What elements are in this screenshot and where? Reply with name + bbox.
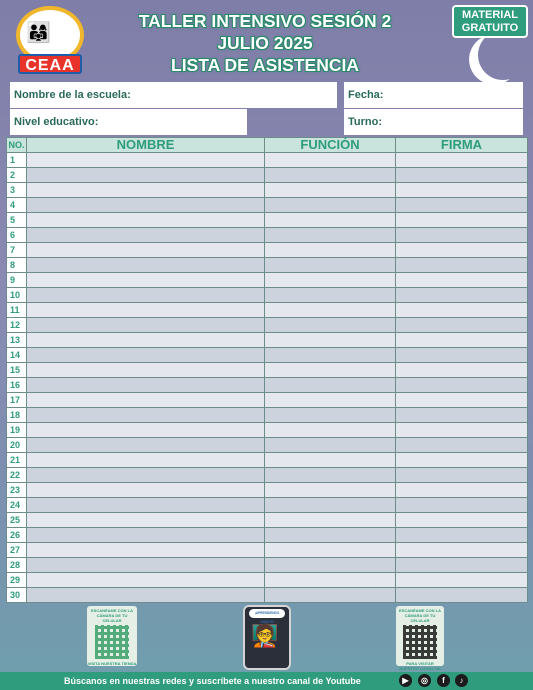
title-line-3: LISTA DE ASISTENCIA [171, 55, 359, 75]
signature-cell[interactable] [396, 408, 528, 423]
name-cell[interactable] [27, 558, 265, 573]
signature-cell[interactable] [396, 378, 528, 393]
name-cell[interactable] [27, 468, 265, 483]
row-number: 20 [7, 438, 27, 453]
signature-cell[interactable] [396, 333, 528, 348]
role-cell[interactable] [265, 153, 396, 168]
phone-illustration [243, 605, 291, 670]
signature-cell[interactable] [396, 168, 528, 183]
role-cell[interactable] [265, 393, 396, 408]
signature-cell[interactable] [396, 468, 528, 483]
signature-cell[interactable] [396, 393, 528, 408]
row-number: 27 [7, 543, 27, 558]
signature-cell[interactable] [396, 288, 528, 303]
row-number: 11 [7, 303, 27, 318]
signature-cell[interactable] [396, 483, 528, 498]
table-row [7, 543, 528, 558]
name-cell[interactable] [27, 588, 265, 603]
signature-cell[interactable] [396, 318, 528, 333]
signature-cell[interactable] [396, 423, 528, 438]
row-number: 1 [7, 153, 27, 168]
shift-field[interactable]: Turno: [344, 109, 523, 135]
phone-speech-bubble: ¡APRENDIENDO JUNTOS! [249, 609, 285, 618]
free-material-badge [452, 5, 528, 38]
signature-cell[interactable] [396, 543, 528, 558]
store-qr-code [95, 625, 129, 659]
instagram-icon[interactable]: ◎ [418, 674, 431, 687]
row-number: 7 [7, 243, 27, 258]
signature-cell[interactable] [396, 498, 528, 513]
signature-cell[interactable] [396, 228, 528, 243]
role-cell[interactable] [265, 198, 396, 213]
attendance-table [6, 137, 528, 603]
signature-cell[interactable] [396, 198, 528, 213]
signature-cell[interactable] [396, 558, 528, 573]
signature-cell[interactable] [396, 573, 528, 588]
youtube-qr-label: PARA VISITAR NUESTRO CANAL DE [399, 661, 441, 671]
page-title [90, 10, 440, 76]
signature-cell[interactable] [396, 453, 528, 468]
name-cell[interactable] [27, 228, 265, 243]
date-field[interactable]: Fecha: [344, 82, 523, 108]
teachers-icon: 🧑‍🏫 [251, 623, 279, 648]
role-cell[interactable] [265, 438, 396, 453]
name-cell[interactable] [27, 333, 265, 348]
name-cell[interactable] [27, 528, 265, 543]
row-number: 19 [7, 423, 27, 438]
name-cell[interactable] [27, 498, 265, 513]
role-cell[interactable] [265, 168, 396, 183]
table-row [7, 243, 528, 258]
children-icon: 👨‍👩‍👧 [26, 22, 51, 44]
role-cell[interactable] [265, 273, 396, 288]
signature-cell[interactable] [396, 258, 528, 273]
table-row [7, 378, 528, 393]
name-cell[interactable] [27, 348, 265, 363]
table-row [7, 213, 528, 228]
signature-cell[interactable] [396, 273, 528, 288]
row-number: 23 [7, 483, 27, 498]
row-number: 16 [7, 378, 27, 393]
header-name: NOMBRE [27, 138, 265, 153]
row-number: 26 [7, 528, 27, 543]
table-row [7, 513, 528, 528]
role-cell[interactable] [265, 588, 396, 603]
role-cell[interactable] [265, 333, 396, 348]
header-number: NO. [7, 138, 27, 153]
school-name-field[interactable]: Nombre de la escuela: [10, 82, 337, 108]
table-row [7, 198, 528, 213]
row-number: 15 [7, 363, 27, 378]
table-row [7, 273, 528, 288]
row-number: 10 [7, 288, 27, 303]
name-cell[interactable] [27, 153, 265, 168]
name-cell[interactable] [27, 318, 265, 333]
table-row [7, 588, 528, 603]
signature-cell[interactable] [396, 183, 528, 198]
role-cell[interactable] [265, 243, 396, 258]
role-cell[interactable] [265, 453, 396, 468]
table-header-row [7, 138, 528, 153]
name-cell[interactable] [27, 243, 265, 258]
table-row [7, 453, 528, 468]
name-cell[interactable] [27, 288, 265, 303]
name-cell[interactable] [27, 483, 265, 498]
name-cell[interactable] [27, 198, 265, 213]
row-number: 8 [7, 258, 27, 273]
table-row [7, 573, 528, 588]
name-cell[interactable] [27, 378, 265, 393]
table-row [7, 438, 528, 453]
role-cell[interactable] [265, 228, 396, 243]
role-cell[interactable] [265, 363, 396, 378]
signature-cell[interactable] [396, 363, 528, 378]
row-number: 30 [7, 588, 27, 603]
role-cell[interactable] [265, 213, 396, 228]
table-row [7, 468, 528, 483]
signature-cell[interactable] [396, 303, 528, 318]
name-cell[interactable] [27, 363, 265, 378]
name-cell[interactable] [27, 258, 265, 273]
row-number: 21 [7, 453, 27, 468]
table-row [7, 228, 528, 243]
row-number: 22 [7, 468, 27, 483]
tiktok-icon[interactable]: ♪ [455, 674, 468, 687]
row-number: 29 [7, 573, 27, 588]
role-cell[interactable] [265, 423, 396, 438]
youtube-qr-card[interactable] [396, 606, 444, 671]
name-cell[interactable] [27, 453, 265, 468]
row-number: 6 [7, 228, 27, 243]
role-cell[interactable] [265, 183, 396, 198]
signature-cell[interactable] [396, 243, 528, 258]
name-cell[interactable] [27, 183, 265, 198]
row-number: 14 [7, 348, 27, 363]
table-row [7, 408, 528, 423]
title-line-2: JULIO 2025 [217, 33, 313, 53]
signature-cell[interactable] [396, 153, 528, 168]
footer-text: Búscanos en nuestras redes y suscríbete a nuestro canal de Youtube [64, 676, 361, 686]
name-cell[interactable] [27, 213, 265, 228]
role-cell[interactable] [265, 288, 396, 303]
role-cell[interactable] [265, 348, 396, 363]
table-row [7, 483, 528, 498]
signature-cell[interactable] [396, 348, 528, 363]
row-number: 25 [7, 513, 27, 528]
role-cell[interactable] [265, 573, 396, 588]
role-cell[interactable] [265, 558, 396, 573]
name-cell[interactable] [27, 423, 265, 438]
name-cell[interactable] [27, 513, 265, 528]
education-level-field[interactable]: Nivel educativo: [10, 109, 247, 135]
table-row [7, 498, 528, 513]
row-number: 13 [7, 333, 27, 348]
title-line-1: TALLER INTENSIVO SESIÓN 2 [138, 11, 392, 31]
role-cell[interactable] [265, 528, 396, 543]
row-number: 12 [7, 318, 27, 333]
role-cell[interactable] [265, 483, 396, 498]
table-row [7, 558, 528, 573]
table-row [7, 348, 528, 363]
signature-cell[interactable] [396, 213, 528, 228]
table-row [7, 183, 528, 198]
youtube-qr-code [403, 625, 437, 659]
signature-cell[interactable] [396, 438, 528, 453]
facebook-icon[interactable]: f [437, 674, 450, 687]
youtube-qr-caption: ESCANÉAME CON LA CÁMARA DE TU CELULAR [398, 608, 441, 623]
row-number: 2 [7, 168, 27, 183]
role-cell[interactable] [265, 408, 396, 423]
row-number: 3 [7, 183, 27, 198]
row-number: 5 [7, 213, 27, 228]
row-number: 24 [7, 498, 27, 513]
footer-bar [0, 672, 533, 690]
row-number: 18 [7, 408, 27, 423]
name-cell[interactable] [27, 573, 265, 588]
youtube-icon[interactable]: ▶ [399, 674, 412, 687]
badge-line-2: GRATUITO [461, 22, 519, 34]
role-cell[interactable] [265, 543, 396, 558]
row-number: 4 [7, 198, 27, 213]
name-cell[interactable] [27, 438, 265, 453]
header-signature: FIRMA [396, 138, 528, 153]
signature-cell[interactable] [396, 588, 528, 603]
table-row [7, 423, 528, 438]
table-row [7, 528, 528, 543]
table-row [7, 363, 528, 378]
row-number: 9 [7, 273, 27, 288]
role-cell[interactable] [265, 378, 396, 393]
signature-cell[interactable] [396, 528, 528, 543]
table-row [7, 288, 528, 303]
store-qr-caption: ESCANÉAME CON LA CÁMARA DE TU CELULAR [90, 608, 133, 623]
logo-brand: CEAA [18, 54, 82, 74]
name-cell[interactable] [27, 168, 265, 183]
role-cell[interactable] [265, 498, 396, 513]
signature-cell[interactable] [396, 513, 528, 528]
role-cell[interactable] [265, 318, 396, 333]
badge-line-1: MATERIAL [461, 9, 518, 21]
row-number: 17 [7, 393, 27, 408]
name-cell[interactable] [27, 273, 265, 288]
table-row [7, 168, 528, 183]
header-role: FUNCIÓN [265, 138, 396, 153]
name-cell[interactable] [27, 393, 265, 408]
table-row [7, 333, 528, 348]
row-number: 28 [7, 558, 27, 573]
store-qr-card[interactable] [87, 606, 137, 666]
table-row [7, 318, 528, 333]
name-cell[interactable] [27, 408, 265, 423]
role-cell[interactable] [265, 258, 396, 273]
role-cell[interactable] [265, 513, 396, 528]
store-qr-label: VISITA NUESTRA TIENDA [87, 661, 137, 666]
role-cell[interactable] [265, 303, 396, 318]
table-row [7, 303, 528, 318]
name-cell[interactable] [27, 543, 265, 558]
table-row [7, 393, 528, 408]
ceaa-logo [12, 6, 88, 76]
name-cell[interactable] [27, 303, 265, 318]
role-cell[interactable] [265, 468, 396, 483]
table-row [7, 258, 528, 273]
table-row [7, 153, 528, 168]
